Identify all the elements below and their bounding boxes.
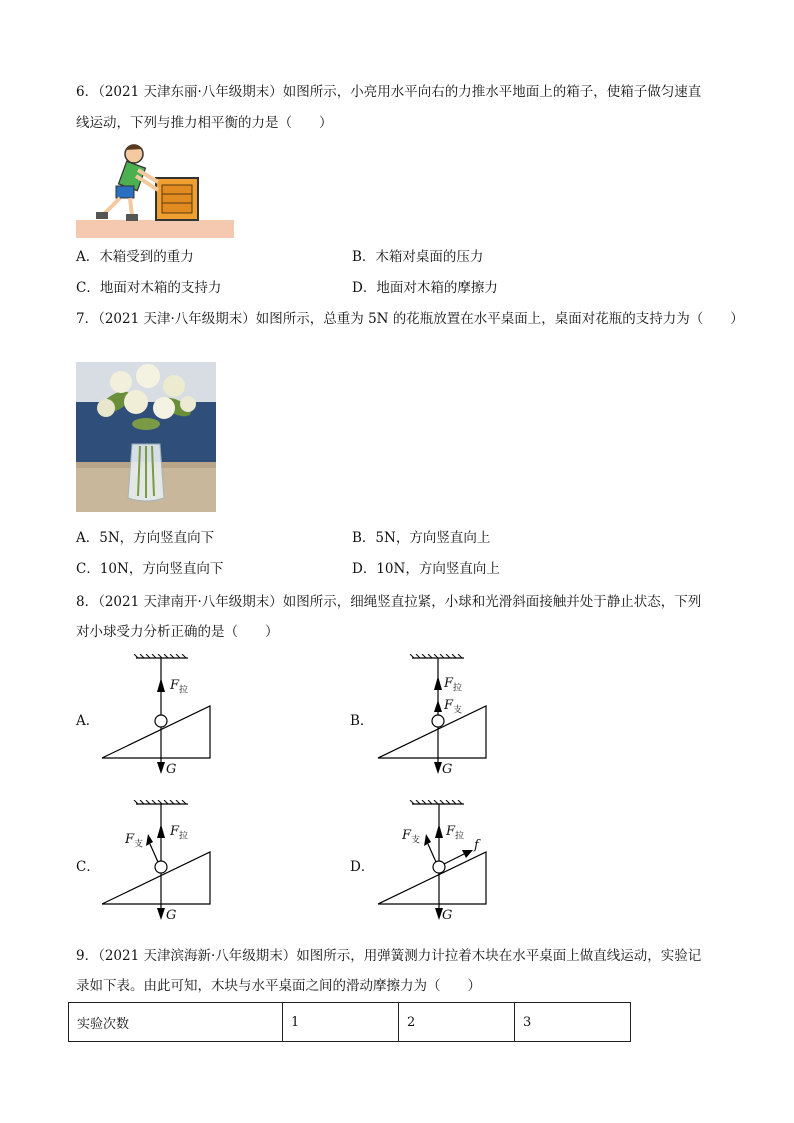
q8-line2: 对小球受力分析正确的是（ ） <box>76 624 279 640</box>
table-row <box>69 1003 631 1042</box>
q7-option-c[interactable]: C．10N，方向竖直向下 <box>76 561 224 577</box>
q8d-friction-label: f <box>474 838 479 853</box>
q8d-la-sub: 拉 <box>455 831 465 842</box>
q8a-g-label: G <box>166 762 177 777</box>
q8b-f-label-2: F <box>444 698 454 713</box>
q7-option-b[interactable]: B．5N，方向竖直向上 <box>352 530 491 546</box>
q8d-g-label: G <box>442 908 453 923</box>
q8-option-a[interactable]: A． <box>76 713 100 729</box>
q8a-la-sub: 拉 <box>179 685 189 696</box>
q8-line1: 8．（2021 天津南开·八年级期末）如图所示，细绳竖直拉紧，小球和光滑斜面接触并处于静止状态，下列 <box>76 594 702 610</box>
q7-line1: 7．（2021 天津·八年级期末）如图所示，总重为 5N 的花瓶放置在水平桌面上，桌面对花瓶的支持力为（ ） <box>76 311 744 327</box>
q8-diagram-a <box>100 654 220 780</box>
q8b-g-label: G <box>442 762 453 777</box>
q8d-zhi-sub: 支 <box>411 835 421 846</box>
q8c-la-sub: 拉 <box>179 831 189 842</box>
q6-option-a[interactable]: A．木箱受到的重力 <box>76 249 194 265</box>
q7-option-a[interactable]: A．5N，方向竖直向下 <box>76 530 215 546</box>
q8c-f-label-2: F <box>125 832 135 847</box>
q6-option-b[interactable]: B．木箱对桌面的压力 <box>352 249 484 265</box>
q8c-g-label: G <box>166 908 177 923</box>
table-header-cell: 实验次数 <box>69 1003 283 1042</box>
q8b-f-label-1: F <box>444 676 454 691</box>
table-header-cell: 1 <box>283 1003 399 1042</box>
q6-line2: 线运动，下列与推力相平衡的力是（ ） <box>76 115 333 131</box>
q8c-zhi-sub: 支 <box>134 839 144 850</box>
q7-option-d[interactable]: D．10N，方向竖直向上 <box>352 561 500 577</box>
table-header-cell: 2 <box>399 1003 515 1042</box>
q8-diagram-d <box>376 800 496 926</box>
q9-line1: 9．（2021 天津滨海新·八年级期末）如图所示，用弹簧测力计拉着木块在水平桌面上做直线运动，实验记 <box>76 948 702 964</box>
q8b-la-sub: 拉 <box>453 683 463 694</box>
q8d-f-label-2: F <box>402 828 412 843</box>
q8-diagram-c <box>100 800 220 926</box>
q8-option-b[interactable]: B． <box>350 713 374 729</box>
q8d-f-label-1: F <box>446 824 456 839</box>
table-header-cell: 3 <box>515 1003 631 1042</box>
q8-option-c[interactable]: C． <box>76 859 100 875</box>
q8-diagram-b <box>376 654 496 780</box>
q8a-f-label: F <box>170 678 180 693</box>
q6-figure-boy-pushing-box <box>76 140 234 238</box>
q9-line2: 录如下表。由此可知，木块与水平桌面之间的滑动摩擦力为（ ） <box>76 978 481 994</box>
q6-line1: 6．（2021 天津东丽·八年级期末）如图所示，小亮用水平向右的力推水平地面上的箱子，使箱子做匀速直 <box>76 84 702 100</box>
q8c-f-label-1: F <box>170 824 180 839</box>
q8-option-d[interactable]: D． <box>350 859 375 875</box>
q7-figure-flower-vase <box>76 362 216 512</box>
q8b-zhi-sub: 支 <box>453 705 463 716</box>
q9-data-table <box>68 1002 631 1042</box>
q6-option-c[interactable]: C．地面对木箱的支持力 <box>76 280 222 296</box>
q6-option-d[interactable]: D．地面对木箱的摩擦力 <box>352 280 498 296</box>
